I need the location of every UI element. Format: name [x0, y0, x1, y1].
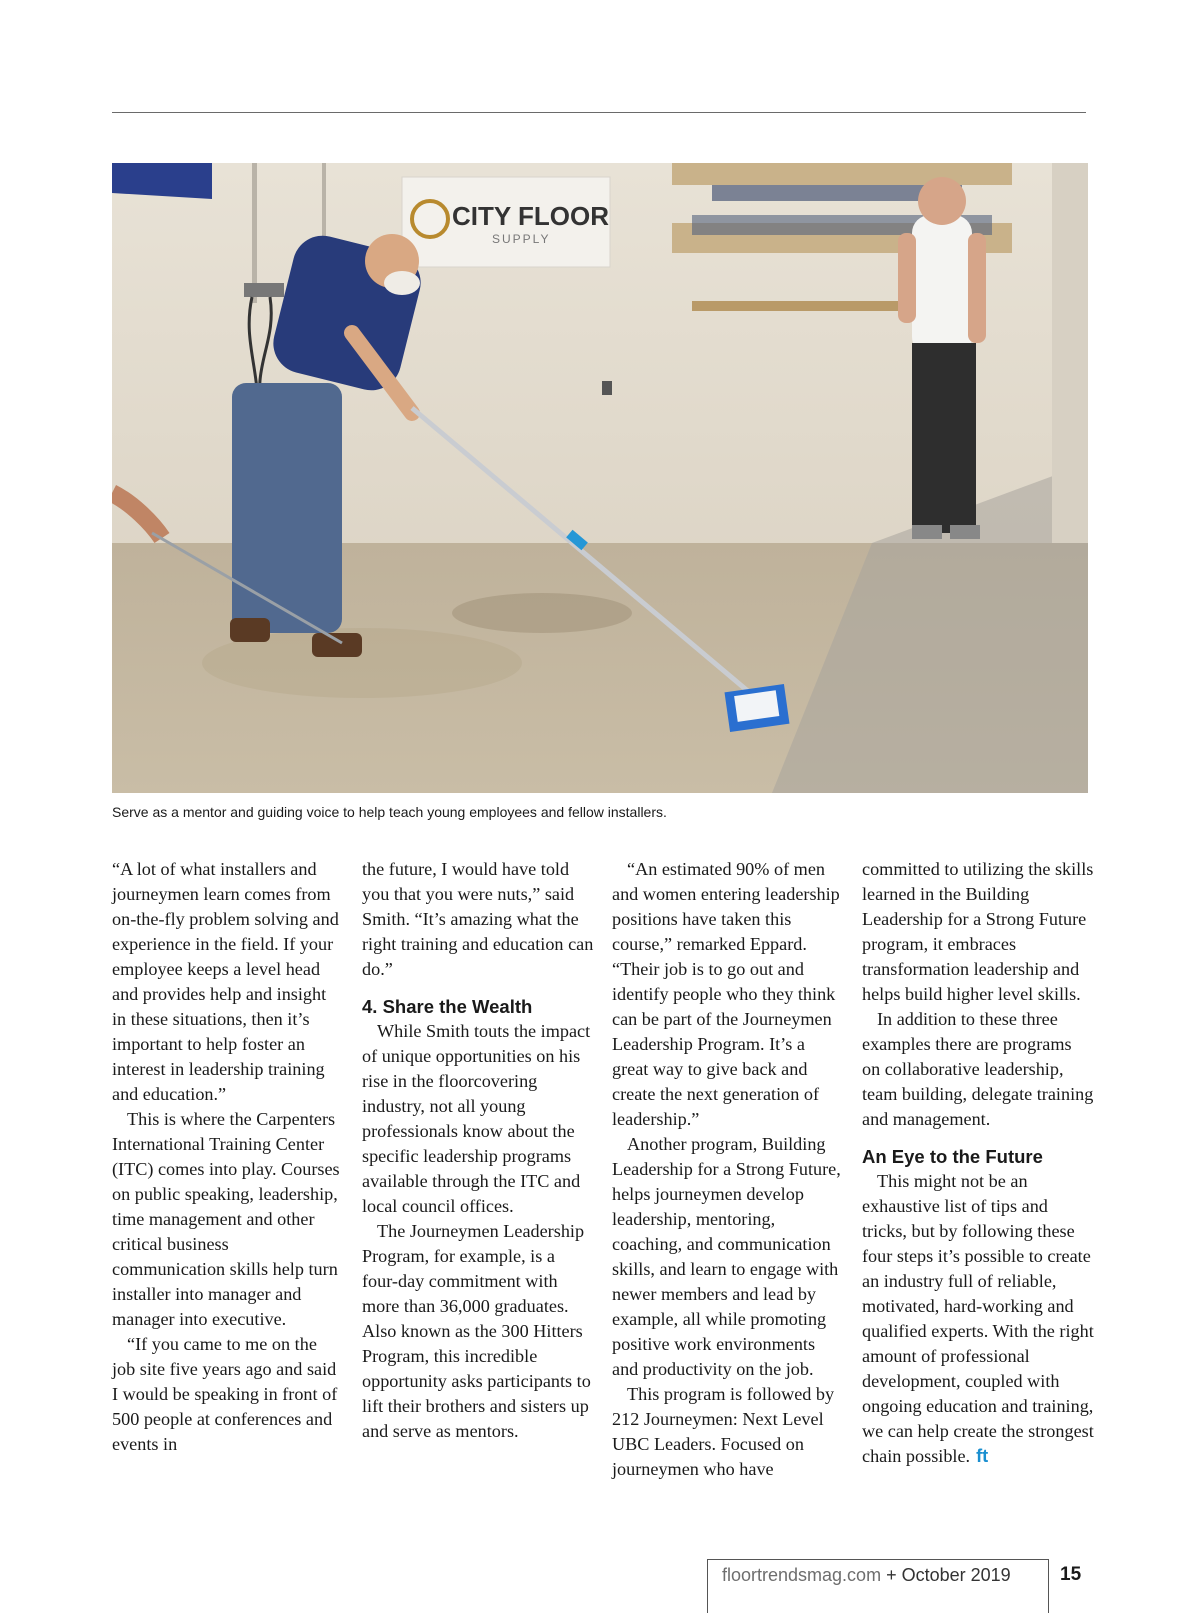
- paragraph: “An estimated 90% of men and women entering leadership positions have taken this course,” remarked Eppard. “Their job is to go out and identify people who they think can be part of the Journeymen Leadership Program. It’s a great way to give back and create the next generation of leadership.”: [612, 859, 840, 1129]
- paragraph: This is where the Carpenters International Training Center (ITC) comes into play. Courses on public speaking, leadership, time management and other critical business communication skills help turn installer into manager and manager into executive.: [112, 1109, 340, 1329]
- paragraph: Another program, Building Leadership for a Strong Future, helps journeymen develop leadership, mentoring, coaching, and communication skills, and learn to engage with newer members and lead by example, all while promoting positive work environments and productivity on the job.: [612, 1134, 841, 1379]
- photo-caption: Serve as a mentor and guiding voice to help teach young employees and fellow installers.: [112, 804, 667, 820]
- sign-subtitle: SUPPLY: [492, 232, 551, 246]
- top-rule: [112, 112, 1086, 113]
- paragraph: [862, 1169, 1094, 1469]
- page-number: 15: [1060, 1564, 1082, 1585]
- paragraph: This program is followed by 212 Journeymen: Next Level UBC Leaders. Focused on journeymen who have: [612, 1384, 835, 1479]
- sign-title: CITY FLOOR: [452, 201, 609, 231]
- paragraph: the future, I would have told you that you were nuts,” said Smith. “It’s amazing what the right training and education can do.”: [362, 859, 594, 979]
- paragraph: While Smith touts the impact of unique opportunities on his rise in the floorcovering industry, not all young professionals know about the specific leadership programs available through the ITC and local council offices.: [362, 1021, 591, 1216]
- paragraph: committed to utilizing the skills learned in the Building Leadership for a Strong Future program, it embraces transformation leadership and helps build higher level skills.: [862, 859, 1094, 1004]
- footer-issue: October 2019: [901, 1565, 1011, 1585]
- section-heading: An Eye to the Future: [862, 1146, 1043, 1167]
- paragraph: “If you came to me on the job site five years ago and said I would be speaking in front of 500 people at conferences and events in: [112, 1334, 338, 1454]
- article-photo: [112, 163, 1088, 793]
- closing-text: This might not be an exhaustive list of tips and tricks, but by following these four steps it’s possible to create an industry full of reliable, motivated, hard-working and qualified experts. With the right amount of professional development, coupled with ongoing education and training, we can help create the strongest chain possible.: [862, 1171, 1094, 1466]
- footer-site: floortrendsmag.com: [722, 1565, 882, 1585]
- section-heading: 4. Share the Wealth: [362, 996, 533, 1017]
- article-column-3: [612, 857, 844, 1482]
- article-column-1: [112, 857, 344, 1457]
- ft-end-mark: ft: [976, 1446, 989, 1466]
- article-column-4: [862, 857, 1094, 1469]
- article-column-2: [362, 857, 594, 1444]
- footer-separator: +: [886, 1565, 897, 1585]
- paragraph: The Journeymen Leadership Program, for example, is a four-day commitment with more than 36,000 graduates. Also known as the 300 Hitters Program, this incredible opportunity asks participants to lift their brothers and sisters up and serve as mentors.: [362, 1221, 591, 1441]
- footer-info: [722, 1565, 1011, 1586]
- paragraph: In addition to these three examples there are programs on collaborative leadership, team building, delegate training and management.: [862, 1009, 1094, 1129]
- paragraph: “A lot of what installers and journeymen learn comes from on-the-fly problem solving and experience in the field. If your employee keeps a level head and provides help and insight in these situations, then it’s important to help foster an interest in leadership training and education.”: [112, 859, 339, 1104]
